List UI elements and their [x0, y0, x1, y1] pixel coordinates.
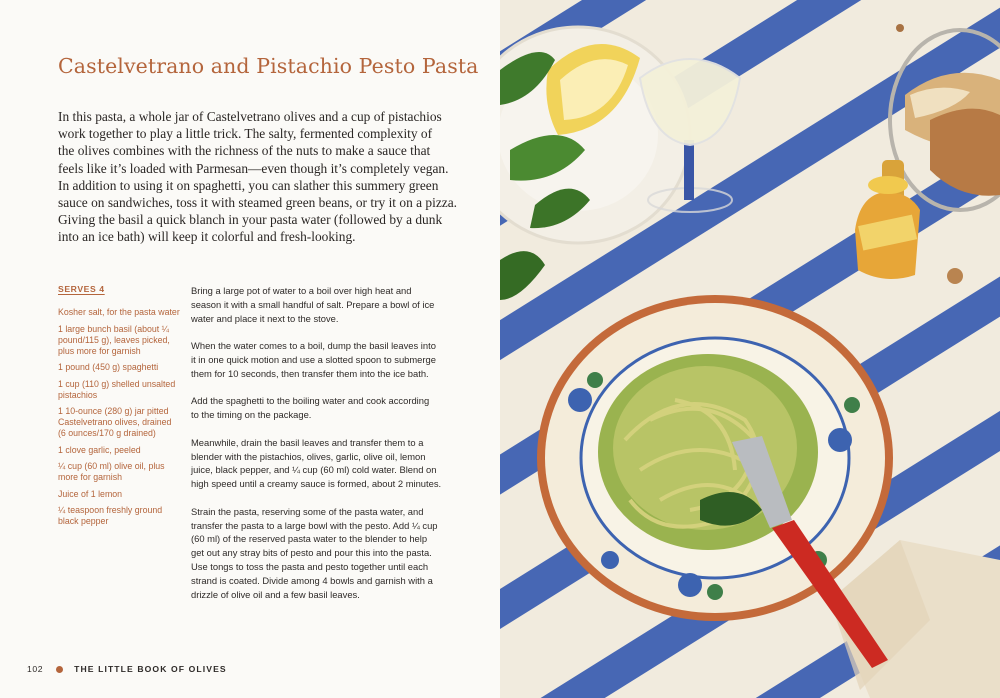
bread-crumb [896, 24, 904, 32]
ingredient-line: Castelvetrano olives, drained [58, 417, 172, 427]
ingredient-item [58, 406, 178, 439]
book-title: THE LITTLE BOOK OF OLIVES [74, 664, 227, 674]
method-step [191, 339, 451, 380]
ingredient-item [58, 324, 178, 357]
method-line: high speed until a creamy sauce is formed, about 2 minutes. [191, 478, 442, 490]
intro-line: into an ice bath) will keep it colorful and fresh-looking. [58, 229, 356, 245]
method-step [191, 505, 451, 602]
intro-line: In addition to using it on spaghetti, you can slather this summery green [58, 177, 439, 193]
ingredient-item [58, 445, 178, 456]
method-line: Use tongs to toss the pasta and pesto together until each [191, 560, 429, 572]
method-line: Add the spaghetti to the boiling water and cook according [191, 395, 430, 407]
intro-line: the olives combines with the richness of the nuts to make a sauce that [58, 143, 431, 159]
intro-line: feels like it’s loaded with Parmesan—even though it’s completely vegan. [58, 160, 449, 176]
method-line: Strain the pasta, reserving some of the pasta water, and [191, 505, 424, 517]
method-step [191, 284, 451, 325]
recipe-intro [58, 108, 457, 246]
ingredient-item [58, 505, 178, 527]
method-line: strand is coated. Divide among 4 bowls and garnish with a [191, 574, 433, 586]
ingredient-item [58, 461, 178, 483]
ingredient-line: (6 ounces/170 g drained) [58, 428, 156, 438]
method-steps [191, 284, 451, 615]
method-line: get out any stray bits of pesto and pour this into the pasta. [191, 547, 432, 559]
ingredient-item [58, 379, 178, 401]
ingredient-line: 1 cup (110 g) shelled unsalted [58, 378, 176, 389]
method-line: to the timing on the package. [191, 409, 312, 421]
method-line: drizzle of olive oil and a few basil leaves. [191, 588, 360, 600]
photo-illustration [500, 0, 1000, 698]
method-line: When the water comes to a boil, dump the basil leaves into [191, 340, 436, 352]
method-line: Bring a large pot of water to a boil over high heat and [191, 285, 412, 296]
ingredient-line: black pepper [58, 516, 109, 526]
ingredient-line: ¼ teaspoon freshly ground [58, 505, 163, 515]
ingredient-line: ¼ cup (60 ml) olive oil, plus [58, 461, 165, 471]
ingredient-line: 1 pound (450 g) spaghetti [58, 362, 159, 372]
recipe-title: Castelvetrano and Pistachio Pesto Pasta [58, 54, 479, 78]
ingredients-list [58, 284, 178, 533]
ingredient-line: pound/115 g), leaves picked, [58, 334, 170, 345]
method-step [191, 436, 451, 491]
ingredient-line: 1 clove garlic, peeled [58, 444, 141, 455]
ingredient-line: more for garnish [58, 472, 123, 482]
method-line: (60 ml) of the reserved pasta water to the blender to help [191, 533, 428, 545]
method-line: season it with a small handful of salt. Prepare a bowl of ice [191, 298, 435, 310]
method-line: juice, black pepper, and ¼ cup (60 ml) cold water. Blend on [191, 464, 437, 476]
page-footer [27, 662, 227, 676]
pasta-dish-photo [500, 0, 1000, 698]
serves-label: SERVES 4 [58, 284, 105, 294]
intro-line: sauce on sandwiches, toss it with steamed green beans, or try it on a pizza. [58, 195, 457, 211]
page-number: 102 [27, 664, 44, 674]
bread-crumb [947, 268, 963, 284]
method-line: blender with the pistachios, olives, garlic, olive oil, lemon [191, 450, 426, 462]
ingredient-line: 1 10-ounce (280 g) jar pitted [58, 406, 169, 416]
method-line: transfer the pasta to a large bowl with the pesto. Add ¼ cup [191, 519, 438, 531]
method-line: them for 10 seconds, then transfer them into the ice bath. [191, 367, 429, 379]
method-line: Meanwhile, drain the basil leaves and transfer them to a [191, 436, 424, 448]
method-line: it in one quick motion and use a slotted spoon to submerge [191, 353, 436, 365]
intro-line: work together to play a little trick. The salty, fermented complexity of [58, 126, 433, 142]
ingredient-line: 1 large bunch basil (about ¼ [58, 323, 170, 334]
method-step [191, 394, 451, 422]
pasta-bowl [537, 295, 893, 621]
intro-line: Giving the basil a quick blanch in your pasta water (followed by a dunk [58, 212, 443, 228]
ingredient-line: Juice of 1 lemon [58, 488, 123, 499]
ingredient-item [58, 489, 178, 500]
ingredient-item [58, 362, 178, 373]
ingredient-line: plus more for garnish [58, 345, 141, 356]
ingredient-line: Kosher salt, for the pasta water [58, 307, 180, 317]
ingredient-item [58, 307, 178, 318]
footer-dot-icon [56, 666, 63, 673]
ingredient-line: pistachios [58, 389, 98, 400]
method-line: water and place it next to the stove. [191, 312, 339, 324]
intro-line: In this pasta, a whole jar of Castelvetrano olives and a cup of pistachios [58, 109, 442, 124]
